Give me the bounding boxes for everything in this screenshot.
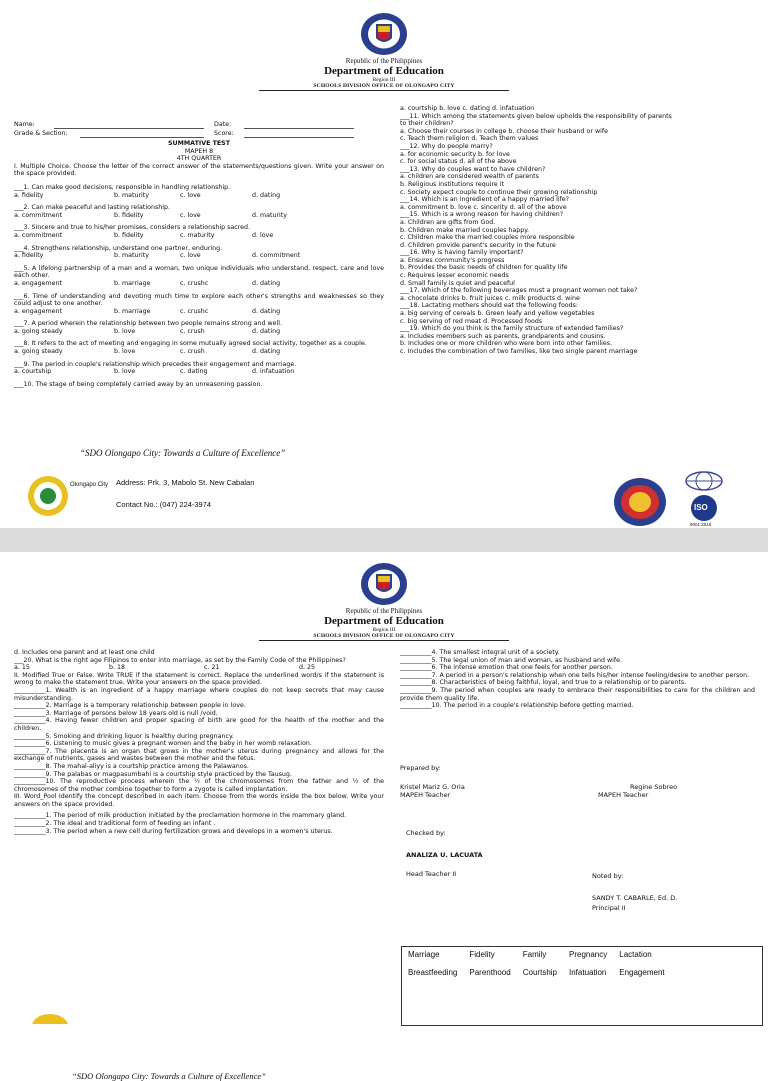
- left-column: [14, 121, 384, 388]
- right-column-line: b. Religious institutions require it: [400, 180, 504, 188]
- true-false-item-8: __________8. The mahal-aliyy is a courtship practice among the Palawanos.: [14, 762, 249, 770]
- word-pool-word: Parenthood: [469, 968, 511, 977]
- city-logo-text: Olongapo City: [70, 482, 109, 488]
- score-line[interactable]: [244, 137, 354, 138]
- option: d. 25: [299, 664, 316, 672]
- right-column-line: ___14. Which is an ingredient of a happy married life?: [400, 196, 570, 204]
- globe-cert-icon: [684, 470, 724, 492]
- republic-line: Republic of the Philippines: [345, 57, 423, 65]
- right-column-line: ___15. Which is a wrong reason for having children?: [400, 211, 564, 219]
- word-pool-word: Courtship: [522, 968, 557, 977]
- option: b. maturity: [114, 252, 149, 260]
- option: d. dating: [252, 327, 281, 335]
- option: a. engagement: [14, 307, 62, 315]
- word-pool-items-right: [400, 649, 755, 710]
- subject-line: MAPEH 8: [184, 147, 214, 155]
- sdo-badge-icon: [612, 476, 668, 528]
- test-page-1: [0, 0, 768, 528]
- option: c. crushc: [180, 279, 209, 287]
- option: a. going steady: [14, 348, 63, 356]
- answer-options: [14, 308, 384, 316]
- word-pool-item-9: __________9. The period when couples are ready to embrace their responsibilities to care for the children and provide them quality life.: [400, 686, 755, 702]
- right-column-line: a. Includes members such as parents, grandparents and cousins.: [400, 332, 606, 340]
- prepared-by-label: Prepared by:: [400, 764, 441, 772]
- letterhead-2: [0, 607, 768, 641]
- option: c. love: [180, 191, 201, 199]
- quarter-line: 4TH QUARTER: [176, 155, 222, 163]
- word-pool-items-left: [14, 812, 384, 835]
- name-line[interactable]: [54, 128, 204, 129]
- option: c. crush: [180, 327, 205, 335]
- word-pool-word: Lactation: [619, 950, 652, 959]
- right-column-line: a. big serving of cereals b. Green leafy and yellow vegetables: [400, 310, 595, 318]
- word-pool-word: Marriage: [408, 950, 440, 959]
- part3-instruction: III. Word_Pool Identify the concept described in each item. Choose from the words inside the box below. Write your answers on the space provided.: [14, 793, 384, 808]
- name-label: Name:: [14, 121, 35, 128]
- option: c. crushc: [180, 307, 209, 315]
- right-column-line: b. Children make married couples happy.: [400, 226, 530, 234]
- page2-right-column: [400, 649, 755, 710]
- right-column-line: a. children are considered wealth of parents: [400, 173, 539, 181]
- motto: “SDO Olongapo City: Towards a Culture of Excellence”: [80, 448, 286, 458]
- true-false-item-5: __________5. Smoking and drinking liquor is healthy during pregnancy.: [14, 732, 234, 740]
- word-pool-table: [402, 947, 671, 983]
- true-false-list: [14, 687, 384, 793]
- word-pool-word: Family: [522, 950, 547, 959]
- option: b. love: [114, 368, 136, 376]
- olongapo-city-seal-icon: [26, 474, 70, 518]
- olongapo-city-seal-icon-2: [30, 1012, 70, 1024]
- option: b. fidelity: [114, 211, 144, 219]
- right-column-line: a. Choose their courses in college b. choose their husband or wife: [400, 127, 608, 135]
- option: a. commitment: [14, 211, 63, 219]
- word-pool-item-5: __________5. The legal union of man and woman, as husband and wife.: [400, 656, 622, 664]
- question-6: ___6. Time of understanding and devoting much time to explore each other's strengths and weaknesses so they could adjust to one another.: [14, 292, 384, 308]
- option: a. 15: [14, 664, 30, 672]
- option: d. dating: [252, 191, 281, 199]
- option: c. love: [180, 252, 201, 260]
- teacher1-role: MAPEH Teacher: [400, 791, 451, 799]
- right-column-line: a. Ensures community's progress: [400, 256, 505, 264]
- word-pool-word: Engagement: [619, 968, 665, 977]
- option: b. 18: [109, 664, 126, 672]
- option: d. dating: [252, 307, 281, 315]
- header-rule-2: [259, 640, 509, 641]
- answer-options: [14, 280, 384, 288]
- word-pool-item-3: __________3. The period when a new cell during fertilization grows and develops in a women's uterus.: [14, 827, 333, 835]
- head-teacher-name: ANALIZA U. LACUATA: [406, 851, 483, 859]
- division-line: SCHOOLS DIVISION OFFICE OF OLONGAPO CITY: [313, 83, 455, 89]
- right-column-line: a. courtship b. love c. dating d. infatuation: [400, 105, 535, 112]
- motto-2: “SDO Olongapo City: Towards a Culture of Excellence”: [72, 1071, 266, 1081]
- true-false-item-9: __________9. The palabas or magpasumbahi is a courtship style practiced by the Tausug.: [14, 770, 292, 778]
- answer-options: [14, 212, 384, 220]
- question-5: ___5. A lifelong partnership of a man and a woman, two unique individuals who understand, respect, care and love each other.: [14, 264, 384, 280]
- contact-text: Contact No.: (047) 224-3974: [116, 500, 212, 509]
- question-20-options: [14, 664, 384, 672]
- word-pool-word: Breastfeeding: [408, 968, 458, 977]
- word-pool-word: Pregnancy: [569, 950, 608, 959]
- option: a. fidelity: [14, 252, 44, 260]
- option: b. love: [114, 348, 136, 356]
- word-pool-word: Fidelity: [469, 950, 495, 959]
- right-column-line: d. Children provide parent's security in the future: [400, 241, 556, 249]
- true-false-item-3: __________3. Marriage of persons below 18 years old is null /void.: [14, 709, 218, 717]
- option: a. commitment: [14, 231, 63, 239]
- option: a. going steady: [14, 327, 63, 335]
- right-column-line: ___12. Why do people marry?: [400, 142, 493, 150]
- question-2: ___2. Can make peaceful and lasting relationship.: [14, 204, 170, 212]
- word-pool-row: [402, 965, 671, 983]
- option: b. love: [114, 327, 136, 335]
- right-column-line: a. chocolate drinks b. fruit juices c. milk products d. wine: [400, 294, 580, 302]
- answer-options: [14, 348, 384, 356]
- word-pool-item-8: __________8. Characteristics of being faithful, loyal, and true to a relationship or to parents.: [400, 679, 687, 687]
- question-8: ___8. It refers to the act of meeting and engaging in some mutually agreed social activity, together as a couple.: [14, 340, 367, 348]
- date-label: Date:: [214, 121, 232, 128]
- grade-label: Grade & Section:: [14, 130, 68, 137]
- right-column-line: to their children?: [400, 120, 454, 128]
- region-line: Region III: [372, 77, 396, 83]
- answer-options: [14, 368, 384, 376]
- option: d. love: [252, 231, 274, 239]
- question-9: ___9. The period in couple's relationship which precedes their engagement and marriage.: [14, 360, 297, 368]
- deped-seal-icon-2: [354, 560, 414, 608]
- option: a. engagement: [14, 279, 62, 287]
- word-pool-item-1: __________1. The period of milk production initiated by the proclamation hormone in the mammary gland.: [14, 812, 347, 820]
- checked-by-label: Checked by:: [406, 829, 446, 837]
- noted-by-label: Noted by:: [592, 872, 624, 880]
- question-4: ___4. Strengthens relationship, understand one partner, enduring.: [14, 244, 223, 252]
- principal-name: SANDY T. CABARLE, Ed. D.: [592, 894, 678, 902]
- question-3: ___3. Sincere and true to his/her promises, considers a relationship sacred.: [14, 224, 251, 232]
- option: b. marriage: [114, 279, 151, 287]
- answer-options: [14, 328, 384, 336]
- right-column-line: ___19. Which do you think is the family structure of extended families?: [400, 325, 624, 333]
- right-column-line: ___17. Which of the following beverages must a pregnant women not take?: [400, 287, 638, 295]
- question-1: ___1. Can make good decisions, responsible in handling relationship.: [14, 183, 231, 191]
- question-20: ___20. What is the right age Filipinos to enter into marriage, as set by the Family Code of the Philippines?: [14, 656, 346, 664]
- region-line-2: Region III: [372, 627, 396, 633]
- right-column-line: c. Includes the combination of two families, like two single parent marriage: [400, 348, 638, 355]
- letterhead: [0, 57, 768, 91]
- iso-label: ISO: [694, 503, 708, 512]
- header-rule: [259, 90, 509, 91]
- address-text: Address: Prk. 3, Mabolo St. New Cabalan: [116, 478, 255, 487]
- page-separator: [0, 528, 768, 552]
- true-false-item-1: __________1. Wealth is an ingredient of a happy marriage where couples do not keep secrets that may cause misunderstanding.: [14, 686, 384, 702]
- deped-seal-icon: [354, 10, 414, 58]
- date-line[interactable]: [244, 128, 354, 129]
- teacher2-role: MAPEH Teacher: [598, 791, 649, 799]
- right-column-line: a. commitment b. love c. sincerity d. all of the above: [400, 203, 567, 211]
- option: d. dating: [252, 279, 281, 287]
- right-column-line: c. Society expect couple to continue their growing relationship: [400, 188, 598, 196]
- word-pool-item-10: __________10. The period in a couple's relationship before getting married.: [400, 702, 634, 710]
- q19-option-d: d. Includes one parent and at least one child: [14, 649, 155, 656]
- right-column-line: ___16. Why is having family important?: [400, 249, 524, 257]
- option: b. marriage: [114, 307, 151, 315]
- iso-code: 9001:2015: [690, 522, 712, 527]
- principal-role: Principal II: [592, 904, 626, 912]
- right-column-line: a. Children are gifts from God.: [400, 218, 496, 226]
- option: c. maturity: [180, 231, 215, 239]
- right-column-line: d. Small family is quiet and peaceful: [400, 279, 515, 287]
- grade-line[interactable]: [80, 137, 204, 138]
- true-false-item-10: __________10. The reproductive process wherein the ½ of the chromosomes from the father and ½ of the chromosomes of the mother combine together to form a zygote is called implantation.: [14, 778, 384, 793]
- department-line: Department of Education: [324, 65, 444, 77]
- question-10: ___10. The stage of being completely carried away by an unreasoning passion.: [14, 380, 263, 388]
- word-pool-word: Infatuation: [569, 968, 607, 977]
- page-1-footer: [0, 448, 768, 528]
- republic-line-2: Republic of the Philippines: [345, 607, 423, 615]
- question-7: ___7. A period wherein the relationship between two people remains strong and well.: [14, 320, 283, 328]
- right-column-line: c. big serving of red meat d. Processed foods: [400, 317, 543, 325]
- student-info: [14, 121, 384, 137]
- multiple-choice-list: [14, 184, 384, 388]
- right-column-line: a. for economic security b. for love: [400, 150, 510, 158]
- true-false-item-6: __________6. Listening to music gives a pregnant women and the baby in her womb relaxation.: [14, 740, 312, 748]
- right-column-line: c. Children make the married couples more responsible: [400, 234, 575, 242]
- word-pool-item-6: __________6. The intense emotion that one feels for another person.: [400, 664, 613, 672]
- right-column-line: c. Requires lesser economic needs: [400, 272, 509, 280]
- option: c. dating: [180, 368, 208, 376]
- teacher2-name: Regine Sobreo: [630, 783, 678, 791]
- part1-instruction: I. Multiple Choice. Choose the letter of the correct answer of the statements/questions given. Write your answer on the space provided.: [14, 162, 384, 178]
- head-teacher-role: Head Teacher II: [406, 870, 457, 878]
- right-column-line: c. Teach them religion d. Teach them values: [400, 135, 539, 143]
- word-pool-item-2: __________2. The ideal and traditional form of feeding an infant .: [14, 820, 216, 828]
- option: b. fidelity: [114, 231, 144, 239]
- word-pool-box: [401, 946, 763, 1026]
- score-label: Score:: [214, 130, 234, 137]
- answer-options: [14, 232, 384, 240]
- option: c. crush: [180, 348, 205, 356]
- option: a. courtship: [14, 368, 52, 376]
- page2-left-column: [14, 649, 384, 1081]
- division-line-2: SCHOOLS DIVISION OFFICE OF OLONGAPO CITY: [313, 633, 455, 639]
- right-column-line: b. Includes one or more children who were born into other families.: [400, 340, 613, 348]
- true-false-item-4: __________4. Having fewer children and proper spacing of birth are good for the health of the mother and the children.: [14, 717, 384, 732]
- option: d. commitment: [252, 252, 301, 260]
- answer-options: [14, 192, 384, 200]
- right-column-line: ___13. Why do couples want to have children?: [400, 165, 546, 173]
- word-pool-item-7: __________7. A period in a person's relationship when one tells his/her intense feeling/desire to another person.: [400, 671, 750, 679]
- option: d. maturity: [252, 211, 287, 219]
- answer-options: [14, 252, 384, 260]
- true-false-item-7: __________7. The placenta is an organ that grows in the mother's uterus during pregnancy and allows for the exchange of nutrients, gases and wastes between the mother and the fetus.: [14, 747, 384, 763]
- word-pool-row: [402, 947, 671, 965]
- option: c. 21: [204, 664, 220, 672]
- option: a. fidelity: [14, 191, 44, 199]
- option: d. infatuation: [252, 368, 295, 376]
- right-column-line: b. Provides the basic needs of children for quality life: [400, 264, 568, 272]
- option: c. love: [180, 211, 201, 219]
- true-false-item-2: __________2. Marriage is a temporary relationship between people in love.: [14, 702, 246, 710]
- right-column-line: c. for social status d. all of the above: [400, 158, 517, 166]
- test-title: SUMMATIVE TEST: [168, 140, 230, 147]
- right-column-line: ___18. Lactating mothers should eat the following foods:: [400, 302, 579, 310]
- right-column-line: ___11. Which among the statements given below upholds the responsibility of parents: [400, 112, 672, 120]
- right-column: [400, 105, 755, 356]
- department-line-2: Department of Education: [324, 615, 444, 627]
- part2-instruction: II. Modified True or False. Write TRUE if the statement is correct. Replace the underlined word/s if the statement is wrong to make the statement true. Write your answers on the space provided.: [14, 671, 384, 687]
- word-pool-item-4: __________4. The smallest integral unit of a society.: [400, 649, 560, 656]
- option: b. maturity: [114, 191, 149, 199]
- option: d. dating: [252, 348, 281, 356]
- teacher1-name: Kristel Mariz G. Oria: [400, 783, 465, 791]
